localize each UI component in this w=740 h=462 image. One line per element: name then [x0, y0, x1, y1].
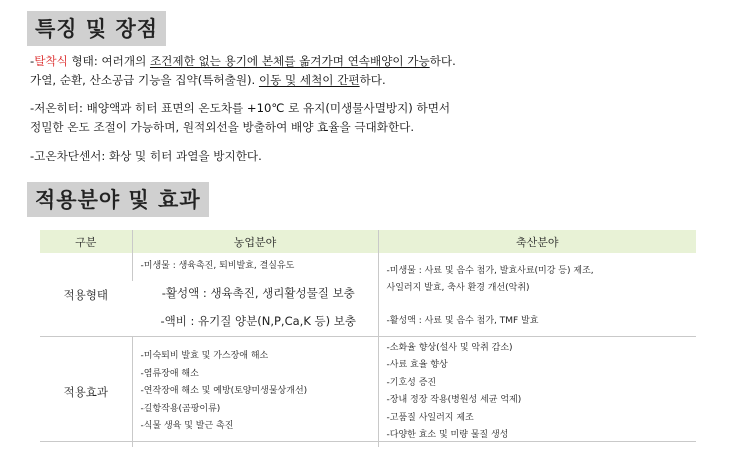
cell-text: -소화율 향상(설사 및 악취 감소) [386, 342, 513, 353]
table-bottom-border [40, 441, 696, 442]
row-label-form: 적용형태 [63, 287, 108, 302]
cell-text: -활성액 : 사료 및 음수 첨가, TMF 발효 [386, 315, 539, 326]
row-label-effect: 적용효과 [40, 337, 132, 448]
table-header-row [40, 230, 696, 253]
table-cell [378, 307, 696, 337]
feature-text: 가열, 순환, 산소공급 기능을 집약(특허출원). [30, 73, 259, 87]
header-agriculture: 농업분야 [132, 230, 378, 253]
cell-text: -염류장애 해소 [140, 368, 199, 379]
detachable-keyword: 탈착식 [34, 54, 68, 68]
cell-text: -고품질 사일러지 제조 [386, 412, 474, 423]
header-category: 구분 [40, 230, 132, 253]
feature-overheat-sensor [30, 147, 262, 166]
cell-text: -미생물 : 사료 및 음수 첨가, 발효사료(미강 등) 제조, [386, 265, 594, 276]
applications-heading: 적용분야 및 효과 [27, 182, 209, 217]
cell-text: -미생물 : 생육촉진, 퇴비발효, 결실유도 [140, 261, 295, 272]
cell-text: -사료 효율 향상 [386, 360, 448, 370]
table-cell [132, 281, 378, 307]
header-livestock: 축산분야 [378, 230, 696, 253]
cell-text: -길항작용(곰팡이류) [140, 403, 221, 414]
feature-detachable [30, 52, 456, 90]
feature-text: 정밀한 온도 조절이 가능하며, 원적외선을 방출하여 배양 효율을 극대화한다. [30, 120, 415, 134]
table-cell [132, 253, 378, 281]
table-cell [132, 337, 378, 448]
feature-low-temp-heater [30, 99, 450, 137]
cell-text: -미숙퇴비 발효 및 가스장애 해소 [140, 351, 269, 362]
feature-text: 형태: 여러개의 [67, 54, 150, 68]
applications-table [40, 230, 696, 447]
feature-text: 하다. [359, 73, 386, 87]
feature-text: -고온차단센서: 화상 및 히터 과열을 방지한다. [30, 149, 262, 163]
cell-text: -활성액 : 생육촉진, 생리활성물질 보충 [161, 286, 355, 301]
features-heading: 특징 및 장점 [27, 11, 166, 46]
cell-text: -장내 정장 작용(병원성 세균 억제) [386, 395, 522, 405]
table-row [40, 253, 696, 281]
table-row [40, 307, 696, 337]
underlined-text: 조건제한 없는 용기에 본체를 옮겨가며 연속배양이 가능 [149, 54, 430, 68]
cell-text: -연작장애 해소 및 예방(토양미생물상개선) [140, 386, 308, 397]
cell-text: -식물 생육 및 발근 촉진 [140, 421, 234, 432]
table-cell [378, 253, 696, 307]
underlined-text: 이동 및 세척이 간편 [258, 73, 360, 87]
feature-text: 하다. [429, 54, 456, 68]
cell-text: -다양한 효소 및 미량 물질 생성 [386, 430, 509, 440]
cell-text: -기호성 증진 [386, 377, 437, 388]
cell-text: -액비 : 유기질 양분(N,P,Ca,K 등) 보충 [160, 313, 356, 328]
table-row [40, 337, 696, 448]
table-cell [378, 337, 696, 448]
dash: - [30, 54, 35, 68]
cell-text: 사일러지 발효, 축사 환경 개선(악취) [386, 283, 530, 293]
feature-text: -저온히터: 배양액과 히터 표면의 온도차를 +10℃ 로 유지(미생물사멸방지) 하면서 [30, 101, 451, 115]
table-cell [132, 307, 378, 337]
